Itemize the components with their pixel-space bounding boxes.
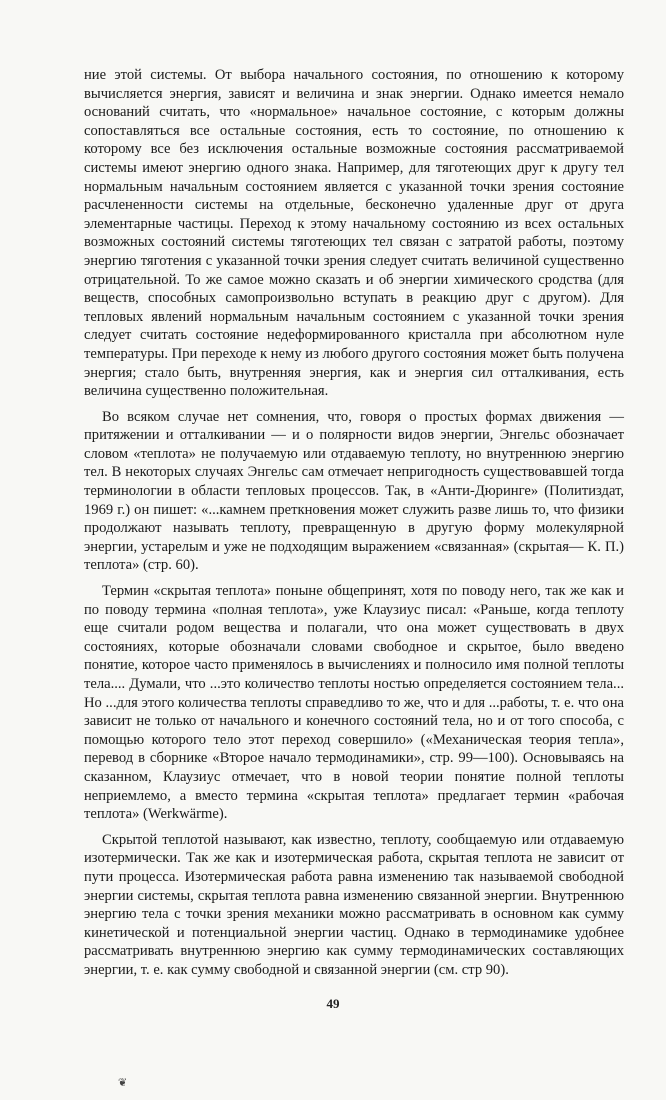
paragraph-4: Скрытой теплотой называют, как известно, теплоту, сообщаемую или отдаваемую изотермически. Так же как и изотермическая работа, скрытая теплота не зависит от пути процесса. Изотермическая работа равна изменению так называемой свободной энергии системы, скрытая теплота равна изменению связанной энергии. Внутреннюю энергию тела с точки зрения механики можно рассматривать в основном как сумму кинетической и потенциальной энергии частиц. Однако в термодинамике удобнее рассматривать внутреннюю энергию как сумму термодинамических составляющих энергии, т. е. как сумму свободной и связанной энергии (см. стр 90). (84, 831, 624, 978)
body-text (84, 66, 624, 987)
printer-mark-icon: ❦ (118, 1076, 128, 1089)
paragraph-3: Термин «скрытая теплота» поныне общепринят, хотя по поводу него, так же как и по поводу термина «полная теплота», уже Клаузиус писал: «Раньше, когда теплоту еще считали родом вещества и полагали, что она может существовать в двух состояниях, которые обозначали словами свободное и скрытое, было введено понятие, которое часто применялось в вычислениях и полносило имя полной теплоты тела.... Думали, что ...это количество теплоты ностью определяется состоянием тела... Но ...для этого количества теплоты справедливо то же, что и для ...работы, т. е. что она зависит не только от начального и конечного состояний тела, но и от того способа, с помощью которого тело этот переход совершило» («Механическая теория тепла», перевод в сборнике «Второе начало термодинамики», стр. 99—100). Основываясь на сказанном, Клаузиус отмечает, что в новой теории понятие полной теплоты неприемлемо, а вместо термина «скрытая теплота» предлагает термин «рабочая теплота» (Werkwärme). (84, 583, 624, 823)
paragraph-1: ние этой системы. От выбора начального состояния, по отношению к которому вычисляется энергия, зависят и величина и знак энергии. Однако имеется немало оснований считать, что «нормальное» начальное состояние, с которым должны сопоставляться все остальные состояния, есть то состояние, по отношению к которому все без исключения остальные возможные состояния рассматриваемой системы имеют энергию одного знака. Например, для тяготеющих друг к другу тел нормальным начальным состоянием является с указанной точки зрения состояние расчлененности системы на отдельные, бесконечно удаленные друг от друга элементарные частицы. Переход к этому начальному состоянию из всех остальных возможных состояний системы тяготеющих тел связан с затратой работы, поэтому энергию тяготения с указанной точки зрения следует считать величиной существенно отрицательной. То же самое можно сказать и об энергии химического сродства (для веществ, способных самопроизвольно вступать в реакцию друг с другом). Для тепловых явлений нормальным начальным состоянием с указанной точки зрения следует считать состояние недеформированного кристалла при абсолютном нуле температуры. При переходе к нему из любого другого состояния может быть получена энергия; стало быть, внутренняя энергия, как и энергия сил отталкивания, есть величина существенно положительная. (84, 67, 624, 400)
page-number: 49 (326, 996, 340, 1011)
paragraph-2: Во всяком случае нет сомнения, что, говоря о простых формах движения — притяжении и отталкивании — и о полярности видов энергии, Энгельс обозначает словом «теплота» не получаемую или отдаваемую теплоту, но внутреннюю энергию тел. В некоторых случаях Энгельс сам отмечает непригодность существовавшей тогда терминологии в области тепловых процессов. Так, в «Анти-Дюринге» (Политиздат, 1969 г.) он пишет: «...камнем преткновения может служить разве лишь то, что физики продолжают называть теплоту, превращенную в другую форму молекулярной энергии, устарелым и уже не подходящим выражением «связанная» (скрытая— К. П.) теплота» (стр. 60). (84, 408, 624, 574)
